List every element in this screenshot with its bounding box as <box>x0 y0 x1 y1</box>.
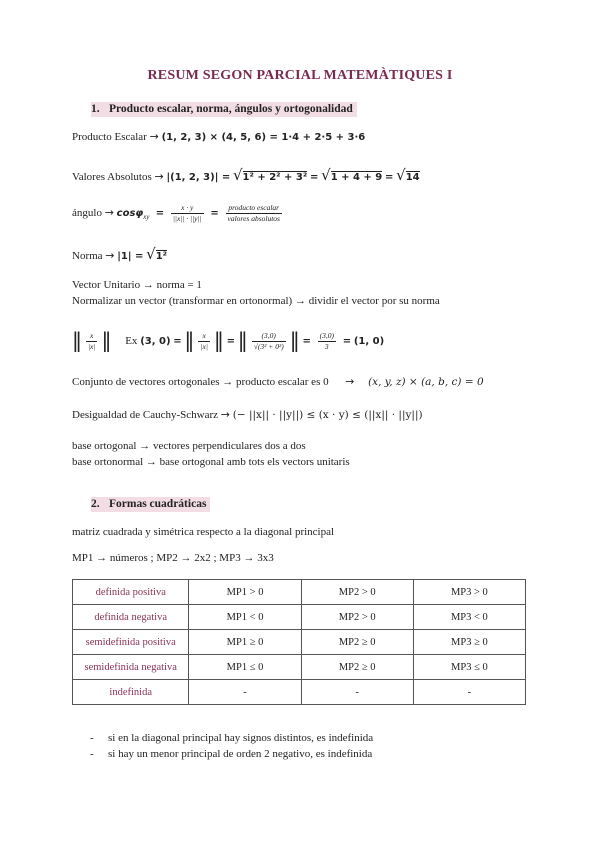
dot-product-line <box>72 130 365 143</box>
absolute-values-lhs: |(1, 2, 3)| = <box>166 172 231 183</box>
norm-radicand: 1² <box>155 251 168 262</box>
section-2-title: Formas cuadráticas <box>109 498 207 510</box>
form-type-cell: definida positiva <box>73 580 189 605</box>
arrow-icon: → <box>345 375 355 388</box>
minor-condition-cell: - <box>189 680 301 705</box>
form-type-cell: indefinida <box>73 680 189 705</box>
example-label: Ex <box>125 335 138 347</box>
minor-condition-cell: MP1 > 0 <box>189 580 301 605</box>
principal-minors-line: MP1 → números ; MP2 → 2x2 ; MP3 → 3x3 <box>72 552 274 564</box>
minor-condition-cell: MP3 < 0 <box>413 605 525 630</box>
table-row <box>73 605 526 630</box>
minor-condition-cell: MP2 > 0 <box>301 605 413 630</box>
table-row <box>73 630 526 655</box>
example-result: (1, 0) <box>353 336 385 347</box>
minor-condition-cell: MP2 ≥ 0 <box>301 655 413 680</box>
norm-expression: |1| = <box>117 251 144 262</box>
orthogonal-basis-line: base ortogonal → vectores perpendiculares dos a dos <box>72 440 306 452</box>
section-1-heading <box>91 102 357 117</box>
angle-subscript: xy <box>143 213 150 222</box>
quadratic-intro-line: matriz cuadrada y simétrica respecto a la diagonal principal <box>72 526 335 538</box>
section-1-number: 1. <box>91 103 100 115</box>
minor-condition-cell: MP3 > 0 <box>413 580 525 605</box>
angle-label: ángulo <box>72 207 102 220</box>
unit-vector-fraction: $\frac{x}{|x|}$ <box>88 330 96 351</box>
section-1-title: Producto escalar, norma, ángulos y ortogonalidad <box>109 103 353 115</box>
example-fraction-1: $\frac{x}{|x|}$ <box>200 330 208 351</box>
minor-condition-cell: MP1 ≥ 0 <box>189 630 301 655</box>
section-2-number: 2. <box>91 498 100 510</box>
minor-condition-cell: MP1 < 0 <box>189 605 301 630</box>
orthogonal-set-label: Conjunto de vectores ortogonales → producto escalar es 0 <box>72 376 329 388</box>
sqrt-icon: √ <box>321 166 331 184</box>
minor-condition-cell: MP3 ≤ 0 <box>413 655 525 680</box>
minor-condition-cell: MP2 ≥ 0 <box>301 630 413 655</box>
arrow-icon: → <box>149 130 159 143</box>
cauchy-schwarz-label: Desigualdad de Cauchy-Schwarz <box>72 409 219 421</box>
form-type-cell: semidefinida positiva <box>73 630 189 655</box>
dot-product-expression: (1, 2, 3) × (4, 5, 6) = 1·4 + 2·5 + 3·6 <box>161 132 366 143</box>
minor-condition-cell: MP2 > 0 <box>301 580 413 605</box>
absolute-values-radicand-2: 1 + 4 + 9 <box>330 172 383 183</box>
form-type-cell: semidefinida negativa <box>73 655 189 680</box>
absolute-values-radicand-1: 1² + 2² + 3² <box>242 172 308 183</box>
dot-product-label: Producto Escalar <box>72 131 147 143</box>
norm-label: Norma <box>72 250 103 262</box>
table-row <box>73 655 526 680</box>
bullet-item: - si hay un menor principal de orden 2 negativo, es indefinida <box>90 748 373 760</box>
sqrt-icon: √ <box>396 166 406 184</box>
norm-line <box>72 245 167 263</box>
normalize-example-line: ‖ $\frac{x}{|x|}$ ‖ Ex (3, 0) = ‖ $\frac{x}{|x|}$ ‖ = ‖ $\frac{(3,0)}{\text{√(3² + 0²)}}$ ‖ = $\frac{(3,0)}{3}$ = (1, 0) <box>72 328 385 352</box>
orthogonal-set-expression: (x, y, z) × (a, b, c) = 0 <box>368 376 484 388</box>
minor-condition-cell: - <box>413 680 525 705</box>
absolute-values-radicand-3: 14 <box>405 172 420 183</box>
absolute-values-line: Valores Absolutos → |(1, 2, 3)| = √1² + 2² + 3² = √1 + 4 + 9 = √14 <box>72 166 420 184</box>
absolute-values-label: Valores Absolutos <box>72 171 152 183</box>
example-fraction-3: $\frac{(3,0)}{3}$ <box>319 330 334 351</box>
minor-condition-cell: MP1 ≤ 0 <box>189 655 301 680</box>
section-2-heading <box>91 497 210 512</box>
arrow-icon: → <box>220 408 230 421</box>
form-type-cell: definida negativa <box>73 605 189 630</box>
angle-line: ángulo → cosφ$_{xy}$ = $\frac{x \cdot y}{||x|| \cdot ||y||}$ = $\frac{\text{producto escalar}}{\text{valores absolutos}}$ <box>72 203 280 223</box>
sqrt-icon: √ <box>232 166 243 184</box>
angle-function: cosφ <box>116 208 144 220</box>
minor-condition-cell: - <box>301 680 413 705</box>
angle-fraction-vectors: $\frac{x \cdot y}{||x|| \cdot ||y||}$ <box>172 203 202 223</box>
quadratic-forms-table <box>72 579 526 705</box>
cauchy-schwarz-expression: (− ||x|| · ||y||) ≤ (x · y) ≤ (||x|| · ||y||) <box>232 409 423 421</box>
orthogonal-set-line <box>72 375 484 388</box>
example-fraction-2: $\frac{(3,0)}{\text{√(3² + 0²)}}$ <box>253 330 284 351</box>
arrow-icon: → <box>104 206 114 220</box>
table-row <box>73 680 526 705</box>
arrow-icon: → <box>154 170 164 183</box>
unit-vector-line: Vector Unitario → norma = 1 <box>72 279 202 291</box>
minor-condition-cell: MP3 ≥ 0 <box>413 630 525 655</box>
example-vector: (3, 0) <box>140 336 171 347</box>
sqrt-icon: √ <box>146 245 156 263</box>
document-title: RESUM SEGON PARCIAL MATEMÀTIQUES I <box>147 68 453 83</box>
arrow-icon: → <box>105 249 115 262</box>
table-row <box>73 580 526 605</box>
normalize-line: Normalizar un vector (transformar en ortonormal) → dividir el vector por su norma <box>72 295 440 307</box>
angle-fraction-words: $\frac{\text{producto escalar}}{\text{valores absolutos}}$ <box>227 203 280 223</box>
bullet-item: - si en la diagonal principal hay signos distintos, es indefinida <box>90 732 374 744</box>
cauchy-schwarz-line <box>72 408 423 421</box>
orthonormal-basis-line: base ortonormal → base ortogonal amb tots els vectors unitaris <box>72 456 350 468</box>
